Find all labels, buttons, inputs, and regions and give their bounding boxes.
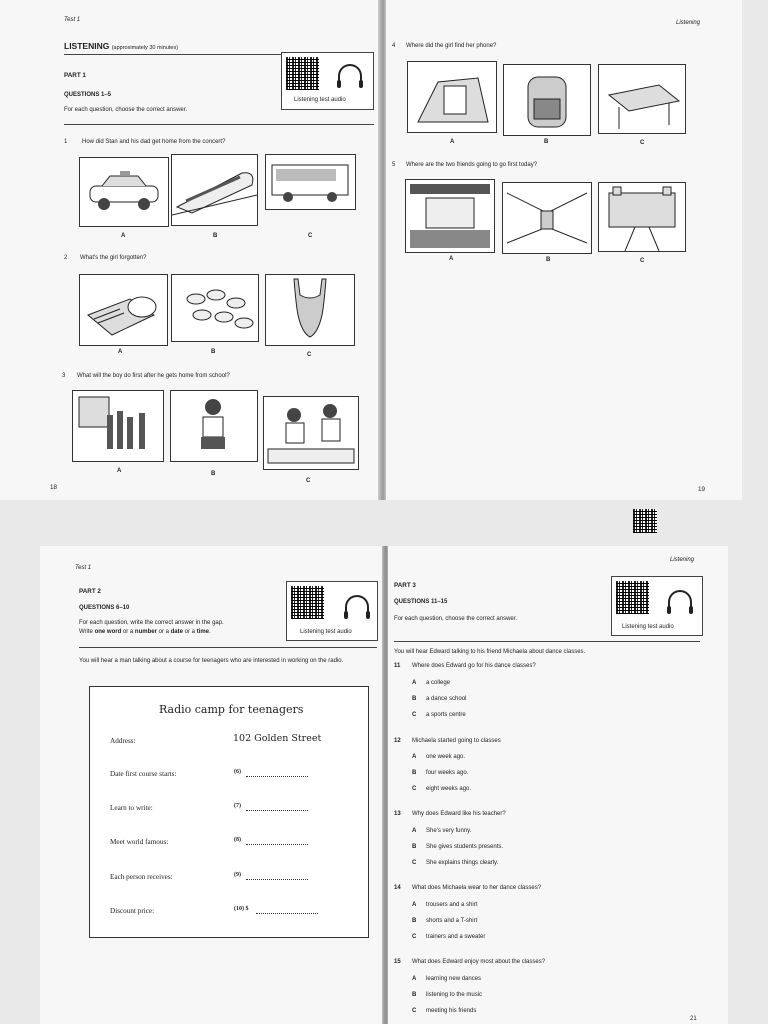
option-c[interactable]: C She explains things clearly.: [412, 860, 499, 866]
question-text: What does Edward enjoy most about the classes?: [412, 959, 546, 965]
option-a-label: A: [117, 468, 122, 474]
option-b[interactable]: B shorts and a T-shirt: [412, 918, 478, 924]
option-a[interactable]: A learning new dances: [412, 976, 482, 982]
instruction: For each question, choose the correct answer.: [64, 107, 188, 113]
instruction-format: Write one word or a number or a date or a time.: [79, 629, 211, 635]
answer-gap-9[interactable]: [246, 879, 308, 880]
question-number: 3: [62, 373, 66, 379]
questions-label: QUESTIONS 6–10: [79, 605, 130, 611]
taxi-picture[interactable]: [79, 157, 169, 227]
option-c[interactable]: C a sports centre: [412, 712, 466, 718]
headphones-icon: [345, 595, 369, 615]
museum-picture[interactable]: [502, 182, 592, 254]
form-title: Radio camp for teenagers: [159, 703, 304, 716]
option-c[interactable]: C meeting his friends: [412, 1008, 477, 1014]
audio-label: Listening test audio: [294, 97, 346, 103]
option-b[interactable]: B a dance school: [412, 696, 467, 702]
audio-label: Listening test audio: [622, 624, 674, 630]
option-c[interactable]: C eight weeks ago.: [412, 786, 472, 792]
option-a-label: A: [450, 139, 455, 145]
questions-label: QUESTIONS 1–5: [64, 92, 112, 98]
option-c-label: C: [308, 233, 313, 239]
question-text: Where are the two friends going to go first today?: [406, 162, 538, 168]
answer-gap-6[interactable]: [246, 776, 308, 777]
option-b[interactable]: B listening to the music: [412, 992, 483, 998]
form-label: Each person receives:: [110, 873, 173, 881]
gap-number: (9): [234, 872, 241, 878]
option-b-label: B: [213, 233, 218, 239]
question-number: 12: [394, 738, 401, 744]
audio-box[interactable]: [281, 52, 374, 110]
question-number: 13: [394, 811, 401, 817]
option-a[interactable]: A one week ago.: [412, 754, 466, 760]
page-number: 21: [690, 1016, 697, 1022]
form-label: Date first course starts:: [110, 770, 177, 778]
option-a[interactable]: A trousers and a shirt: [412, 902, 478, 908]
car-seat-picture[interactable]: [407, 61, 497, 133]
answer-gap-7[interactable]: [246, 810, 308, 811]
question-number: 1: [64, 139, 68, 145]
question-number: 5: [392, 162, 396, 168]
castle-picture[interactable]: [598, 182, 686, 252]
headphones-icon: [668, 590, 692, 610]
audio-box[interactable]: [286, 581, 378, 641]
gap-number: (6): [234, 769, 241, 775]
option-a[interactable]: A She's very funny.: [412, 828, 472, 834]
desk-picture[interactable]: [598, 64, 686, 134]
page-18: [0, 0, 382, 500]
gap-number: (8): [234, 837, 241, 843]
option-a-label: A: [449, 256, 454, 262]
page-number: 18: [50, 484, 58, 491]
option-c-label: C: [640, 258, 645, 264]
page-21: [388, 546, 728, 1024]
playground-picture[interactable]: [72, 390, 164, 462]
question-text: What does Michaela wear to her dance classes?: [412, 885, 542, 891]
part-label: PART 3: [394, 582, 416, 589]
option-a-label: A: [118, 349, 123, 355]
question-number: 11: [394, 663, 401, 669]
page-19: [386, 0, 742, 500]
question-text: How did Stan and his dad get home from the concert?: [82, 139, 226, 145]
audio-label: Listening test audio: [300, 629, 352, 635]
part-label: PART 2: [79, 588, 101, 595]
boy-sitting-picture[interactable]: [170, 390, 258, 462]
part-label: PART 1: [64, 72, 86, 79]
swimsuit-picture[interactable]: [265, 274, 355, 346]
option-a[interactable]: A a college: [412, 680, 451, 686]
coins-picture[interactable]: [171, 274, 259, 342]
question-text: What's the girl forgotten?: [80, 255, 147, 261]
intro-text: You will hear a man talking about a course for teenagers who are interested in working on the radio.: [79, 658, 344, 664]
train-picture[interactable]: [171, 154, 258, 226]
audio-box[interactable]: [611, 576, 703, 636]
gap-number: (7): [234, 803, 241, 809]
option-c-label: C: [307, 352, 312, 358]
question-text: Where does Edward go for his dance classes?: [412, 663, 536, 669]
form-label: Address:: [110, 737, 136, 745]
form-label: Learn to write:: [110, 804, 153, 812]
option-c-label: C: [640, 140, 645, 146]
instruction: For each question, choose the correct answer.: [394, 616, 518, 622]
question-text: Michaela started going to classes: [412, 738, 501, 744]
notes-form: [89, 686, 369, 938]
form-label: Meet world famous:: [110, 838, 169, 846]
option-b-label: B: [211, 471, 216, 477]
question-number: 2: [64, 255, 68, 261]
page-20: [40, 546, 386, 1024]
page-header: Listening: [670, 557, 695, 563]
option-b[interactable]: B She gives students presents.: [412, 844, 504, 850]
page-header: Test 1: [75, 565, 92, 571]
page-header: Test 1: [64, 17, 81, 23]
qr-code-icon[interactable]: [291, 586, 324, 619]
page-number: 19: [698, 486, 706, 493]
intro-text: You will hear Edward talking to his friend Michaela about dance classes.: [394, 649, 586, 655]
cooking-picture[interactable]: [263, 396, 359, 470]
qr-code-icon[interactable]: [286, 57, 319, 90]
option-b[interactable]: B four weeks ago.: [412, 770, 469, 776]
instruction: For each question, write the correct answer in the gap.: [79, 620, 224, 626]
question-text: Where did the girl find her phone?: [406, 43, 497, 49]
question-number: 15: [394, 959, 401, 965]
form-label: Discount price:: [110, 907, 155, 915]
questions-label: QUESTIONS 11–15: [394, 599, 448, 605]
question-number: 4: [392, 43, 396, 49]
option-b-label: B: [546, 257, 551, 263]
option-c[interactable]: C trainers and a sweater: [412, 934, 486, 940]
question-number: 14: [394, 885, 401, 891]
bus-picture[interactable]: [265, 154, 356, 210]
question-text: What will the boy do first after he gets home from school?: [77, 373, 230, 379]
question-text: Why does Edward like his teacher?: [412, 811, 506, 817]
option-a-label: A: [121, 233, 126, 239]
listening-duration: (approximately 30 minutes): [111, 45, 179, 51]
headphones-icon: [338, 64, 362, 84]
section-title: [64, 41, 178, 51]
option-b-label: B: [211, 349, 216, 355]
backpack-picture[interactable]: [503, 64, 591, 136]
gap-number: (10) $: [234, 906, 249, 912]
page-header: Listening: [676, 20, 701, 26]
option-c-label: C: [306, 478, 311, 484]
answer-gap-10[interactable]: [256, 913, 318, 914]
towel-picture[interactable]: [79, 274, 168, 346]
qr-code-icon[interactable]: [633, 509, 657, 533]
listening-title: LISTENING: [64, 41, 110, 51]
option-b-label: B: [544, 139, 549, 145]
answer-gap-8[interactable]: [246, 844, 308, 845]
theatre-picture[interactable]: [405, 179, 495, 253]
qr-code-icon[interactable]: [616, 581, 649, 614]
address-value: 102 Golden Street: [233, 733, 322, 744]
